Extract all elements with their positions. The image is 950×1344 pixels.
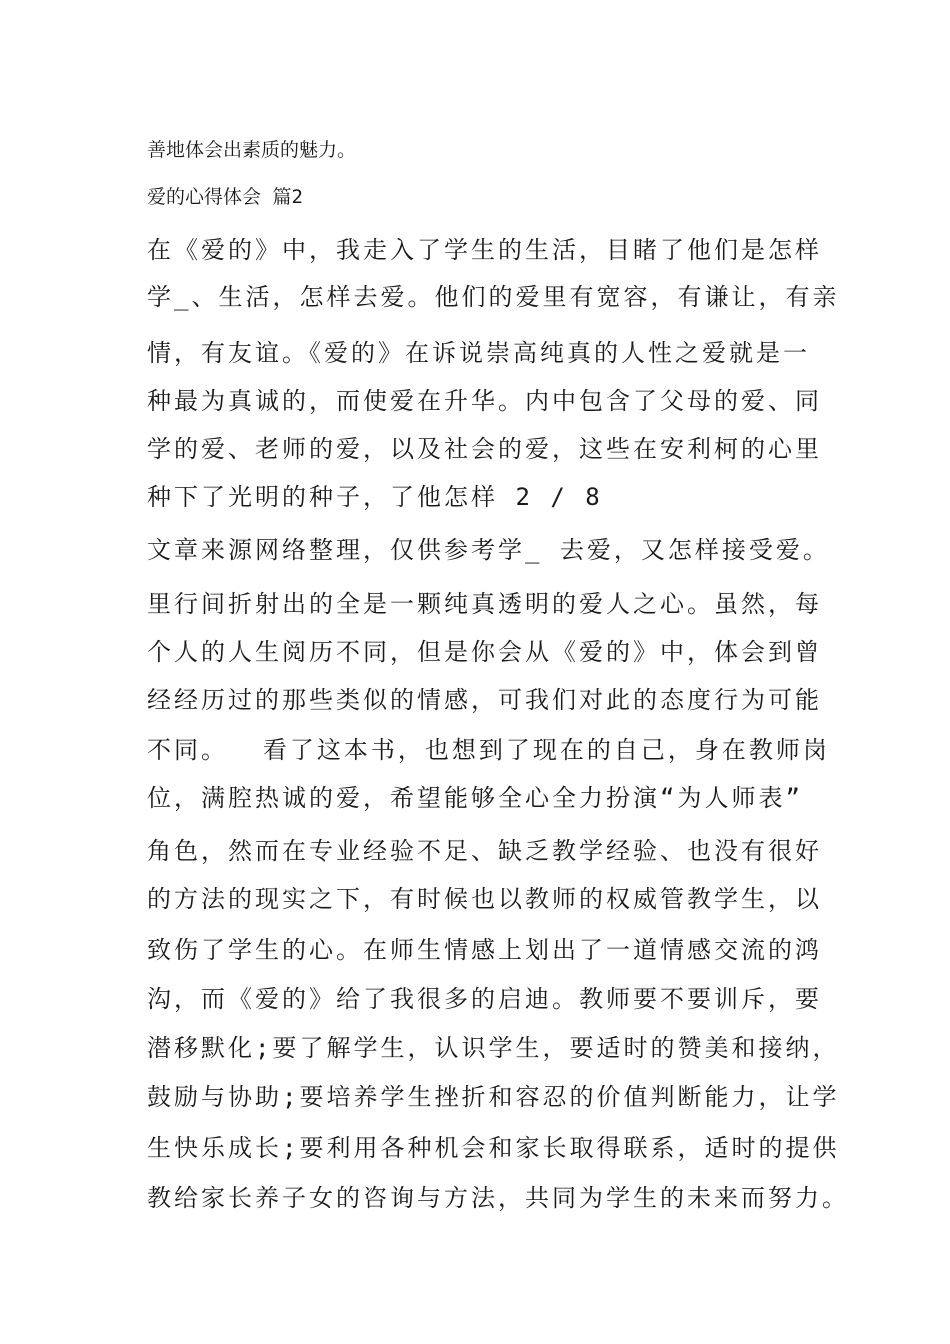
text-line: 沟，而《爱的》给了我很多的启迪。教师要不要训斥，要: [147, 985, 822, 1013]
text-line: 善地体会出素质的魅力。: [147, 139, 357, 161]
source-note-line: 文章来源网络整理，仅供参考学_ 去爱，又怎样接受爱。: [147, 536, 830, 564]
text-line: 生快乐成长;要利用各种机会和家长取得联系，适时的提供: [147, 1134, 840, 1162]
text-line: 位，满腔热诚的爱，希望能够全心全力扮演“为人师表”: [147, 784, 803, 812]
text-line: 经经历过的那些类似的情感，可我们对此的态度行为可能: [147, 686, 822, 714]
text-line: 在《爱的》中，我走入了学生的生活，目睹了他们是怎样: [147, 236, 822, 264]
text-line: 潜移默化;要了解学生，认识学生，要适时的赞美和接纳，: [147, 1034, 840, 1062]
text-line-page-number: 种下了光明的种子，了他怎样 2 / 8: [147, 483, 603, 511]
text-line: 学的爱、老师的爱，以及社会的爱，这些在安利柯的心里: [147, 435, 822, 463]
text-line: 致伤了学生的心。在师生情感上划出了一道情感交流的鸿: [147, 936, 822, 964]
text-line: 里行间折射出的全是一颗纯真透明的爱人之心。虽然，每: [147, 590, 822, 618]
text-line: 种最为真诚的，而使爱在升华。内中包含了父母的爱、同: [147, 387, 822, 415]
text-line: 角色，然而在专业经验不足、缺乏教学经验、也没有很好: [147, 837, 822, 865]
text-line: 个人的人生阅历不同，但是你会从《爱的》中，体会到曾: [147, 638, 822, 666]
text-line: 的方法的现实之下，有时候也以教师的权威管教学生，以: [147, 885, 822, 913]
text-line: 不同。 看了这本书，也想到了现在的自己，身在教师岗: [147, 736, 830, 764]
text-line: 鼓励与协助;要培养学生挫折和容忍的价值判断能力，让学: [147, 1083, 840, 1111]
section-heading: 爱的心得体会 篇2: [147, 186, 303, 208]
text-line: 情，有友谊。《爱的》在诉说崇高纯真的人性之爱就是一: [147, 339, 810, 367]
text-line: 学_、生活，怎样去爱。他们的爱里有宽容，有谦让，有亲: [147, 283, 840, 311]
text-line: 教给家长养子女的咨询与方法，共同为学生的未来而努力。: [147, 1184, 849, 1212]
